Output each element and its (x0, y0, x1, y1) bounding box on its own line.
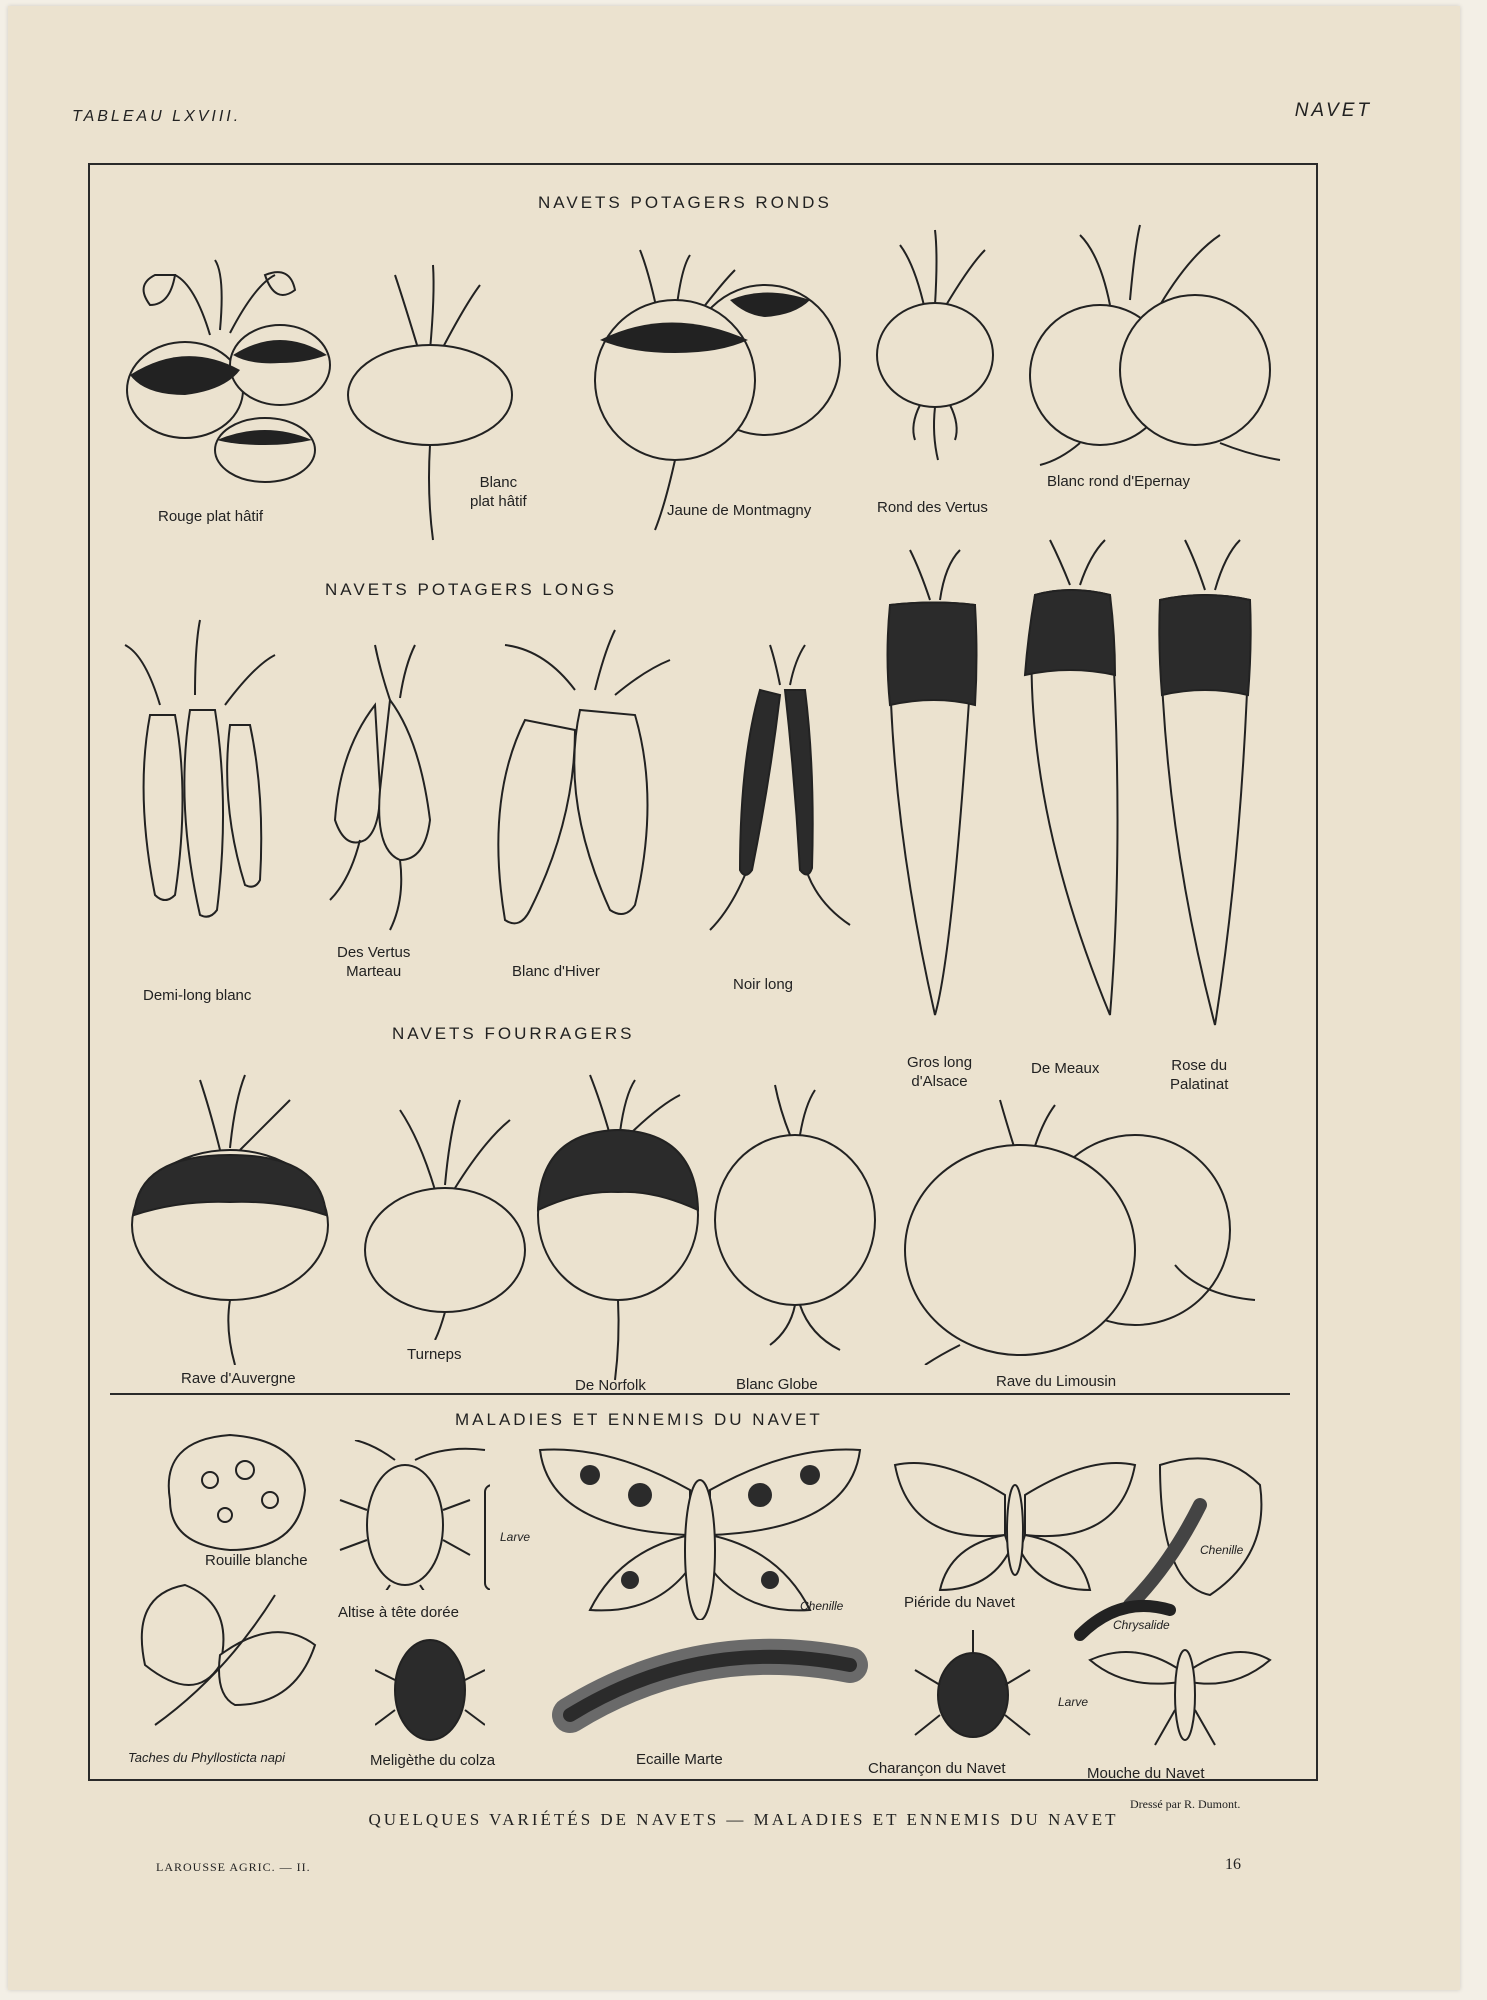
turnip-illustration-rose-palatinat (1150, 535, 1260, 1040)
label-line: plat hâtif (470, 492, 527, 510)
label-larve-altise: Larve (500, 1530, 531, 1544)
label-turneps: Turneps (407, 1346, 462, 1363)
label-line: Des Vertus (337, 944, 411, 961)
label-rave-limousin: Rave du Limousin (996, 1373, 1117, 1390)
label-rouge-plat-hatif: Rouge plat hâtif (158, 508, 264, 525)
turnip-illustration-blanc-rond-epernay (1020, 215, 1290, 475)
label-blanc-globe: Blanc Globe (736, 1376, 818, 1393)
weevil-illustration-charancon (905, 1625, 1040, 1745)
plate-subject: NAVET (1294, 100, 1372, 121)
label-chenille-ecaille: Chenille (800, 1599, 844, 1613)
turnip-illustration-rouge-plat (115, 245, 340, 505)
turnip-illustration-des-vertus-marteau (320, 640, 455, 940)
caterpillar-illustration-pieride (1060, 1445, 1280, 1645)
label-chrysalide: Chrysalide (1113, 1618, 1170, 1632)
caterpillar-illustration-ecaille (550, 1625, 870, 1735)
book-reference: LAROUSSE AGRIC. — II. (156, 1860, 311, 1874)
turnip-illustration-blanc-globe (710, 1080, 880, 1370)
turnip-illustration-gros-long-alsace (880, 545, 985, 1045)
label-line: Blanc (479, 474, 518, 491)
label-charancon: Charançon du Navet (868, 1760, 1006, 1777)
label-rond-vertus: Rond des Vertus (877, 499, 988, 516)
label-mouche: Mouche du Navet (1087, 1765, 1205, 1782)
label-larve-mouche: Larve (1058, 1695, 1089, 1709)
label-taches-phyllosticta: Taches du Phyllosticta napi (128, 1750, 286, 1765)
leaf-illustration-rouille (150, 1420, 315, 1560)
moth-illustration-ecaille (530, 1440, 870, 1620)
fly-illustration-mouche (1085, 1620, 1275, 1750)
section-title-fodder: NAVETS FOURRAGERS (392, 1024, 635, 1043)
label-rouille-blanche: Rouille blanche (205, 1552, 308, 1569)
turnip-illustration-demi-long (105, 615, 285, 965)
leaf-illustration-phyllosticta (125, 1575, 325, 1735)
plate-number: TABLEAU LXVIII. (72, 108, 242, 125)
turnip-illustration-de-norfolk (530, 1070, 705, 1385)
turnip-illustration-blanc-hiver (485, 620, 675, 965)
section-title-diseases: MALADIES ET ENNEMIS DU NAVET (455, 1410, 823, 1429)
credit-drawn-by: Dressé par R. Dumont. (1130, 1797, 1241, 1811)
label-meligethe: Meligèthe du colza (370, 1752, 496, 1769)
label-blanc-rond-epernay: Blanc rond d'Epernay (1047, 473, 1190, 490)
section-divider (110, 1393, 1290, 1395)
turnip-illustration-rave-limousin (900, 1095, 1270, 1365)
label-demi-long-blanc: Demi-long blanc (143, 987, 252, 1004)
section-title-long: NAVETS POTAGERS LONGS (325, 580, 617, 599)
turnip-illustration-rond-vertus (860, 225, 1010, 465)
label-rave-auvergne: Rave d'Auvergne (181, 1370, 296, 1387)
label-noir-long: Noir long (733, 976, 794, 993)
turnip-illustration-rave-auvergne (130, 1070, 330, 1365)
label-chenille-pieride: Chenille (1200, 1543, 1244, 1557)
plate-caption: QUELQUES VARIÉTÉS DE NAVETS — MALADIES ET ENNEMIS DU NAVET (368, 1810, 1119, 1829)
label-gros-long-alsace (907, 1054, 972, 1092)
label-de-norfolk: De Norfolk (575, 1377, 646, 1394)
label-rose-palatinat (1170, 1057, 1228, 1095)
label-line: Rose du (1171, 1057, 1228, 1074)
label-pieride: Piéride du Navet (904, 1594, 1015, 1611)
label-des-vertus-marteau (337, 944, 410, 982)
label-line: Gros long (907, 1054, 973, 1071)
label-blanc-plat-hatif (470, 474, 527, 512)
beetle-illustration-meligethe (375, 1620, 485, 1750)
label-ecaille-marte: Ecaille Marte (636, 1751, 723, 1768)
label-altise: Altise à tête dorée (338, 1604, 459, 1621)
label-blanc-hiver: Blanc d'Hiver (512, 963, 600, 980)
label-line: Palatinat (1170, 1075, 1229, 1093)
label-line: d'Alsace (911, 1072, 968, 1090)
turnip-illustration-noir-long (700, 640, 870, 940)
page-number: 16 (1225, 1856, 1241, 1873)
section-title-round: NAVETS POTAGERS RONDS (538, 193, 832, 212)
turnip-illustration-de-meaux (1010, 535, 1130, 1030)
beetle-illustration-altise (335, 1440, 490, 1590)
label-jaune-montmagny: Jaune de Montmagny (667, 502, 812, 519)
turnip-illustration-jaune-montmagny (570, 245, 850, 535)
label-de-meaux: De Meaux (1031, 1060, 1100, 1077)
label-line: Marteau (346, 962, 402, 980)
turnip-illustration-turneps (360, 1080, 530, 1340)
